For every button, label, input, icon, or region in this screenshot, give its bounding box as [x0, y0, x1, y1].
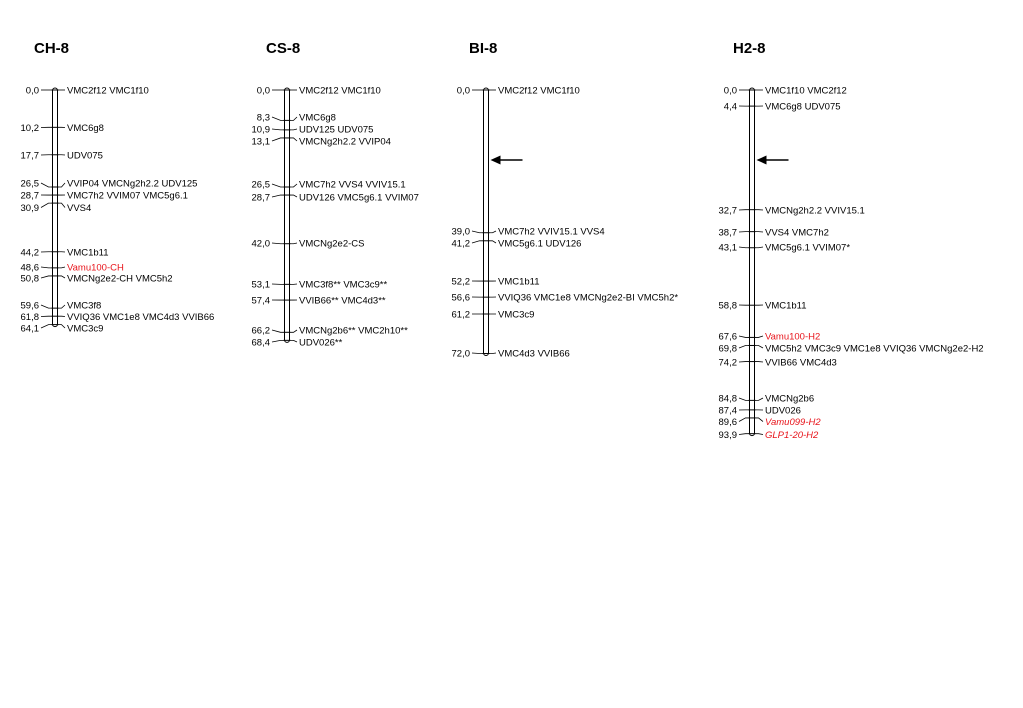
- locus-connector-left: [272, 243, 284, 244]
- locus-connector-left: [272, 340, 284, 342]
- locus-connector-left: [739, 336, 749, 337]
- locus-position: 87,4: [718, 405, 737, 417]
- locus-markers: VMC3f8** VMC3c9**: [299, 279, 388, 291]
- locus-position: 72,0: [451, 348, 470, 360]
- locus: [21, 123, 104, 134]
- locus: [26, 86, 149, 97]
- locus-markers: VMC7h2 VVS4 VVIV15.1: [299, 179, 406, 191]
- locus-position: 26,5: [20, 178, 39, 190]
- locus: [21, 312, 215, 323]
- linkage-map-bi-8: [452, 40, 679, 360]
- map-title: BI-8: [469, 40, 498, 57]
- left-arrow-icon: [757, 156, 789, 165]
- locus-markers: VMC5h2 VMC3c9 VMC1e8 VVIQ36 VMCNg2e2-H2: [765, 343, 984, 355]
- locus-markers: UDV075: [67, 150, 103, 162]
- locus-connector-left: [41, 305, 52, 308]
- locus-position: 42,0: [251, 238, 270, 250]
- locus: [252, 180, 406, 191]
- locus: [452, 277, 540, 288]
- locus-markers: VMCNg2e2-CS: [299, 238, 365, 250]
- locus: [724, 86, 847, 97]
- locus-markers: UDV126 VMC5g6.1 VVIM07: [299, 192, 419, 204]
- locus-markers: VMC6g8: [299, 112, 336, 124]
- locus: [457, 86, 580, 97]
- locus-connector-left: [272, 195, 284, 197]
- locus-position: 93,9: [718, 430, 737, 441]
- locus-position: 0,0: [723, 85, 737, 97]
- locus-markers: Vamu100-H2: [765, 331, 821, 343]
- locus: [252, 193, 419, 204]
- locus-connector-left: [739, 434, 749, 435]
- locus: [252, 326, 409, 337]
- locus-markers: UDV026**: [299, 337, 343, 349]
- locus-position: 43,1: [718, 242, 737, 254]
- locus-markers: VVS4 VMC7h2: [765, 227, 829, 239]
- locus-connector-right: [756, 247, 764, 248]
- locus: [21, 274, 173, 285]
- locus-markers: UDV125 UDV075: [299, 124, 374, 136]
- locus-markers: VMC5g6.1 UDV126: [498, 238, 582, 250]
- locus-position: 61,2: [451, 309, 470, 321]
- locus-connector-left: [472, 241, 483, 243]
- locus: [724, 102, 841, 113]
- locus-position: 52,2: [451, 276, 470, 288]
- locus-connector-right: [756, 398, 764, 400]
- map-title: CS-8: [266, 40, 301, 57]
- locus-connector-left: [272, 330, 284, 332]
- locus-position: 26,5: [251, 179, 270, 191]
- locus: [452, 239, 582, 250]
- locus-connector-left: [739, 418, 749, 422]
- locus-position: 58,8: [718, 300, 737, 312]
- locus: [252, 239, 365, 250]
- locus-connector-right: [291, 117, 298, 120]
- locus: [252, 338, 343, 349]
- locus-connector-left: [272, 117, 284, 120]
- locus-position: 67,6: [718, 331, 737, 343]
- map-title: CH-8: [34, 40, 70, 57]
- locus: [252, 137, 391, 148]
- linkage-map-ch-8: [21, 40, 215, 335]
- locus-position: 56,6: [451, 292, 470, 304]
- locus-markers: VMC6g8 UDV075: [765, 101, 841, 113]
- locus-connector-right: [291, 129, 298, 130]
- locus-connector-left: [41, 183, 52, 187]
- chromosome-bar: [285, 88, 290, 342]
- locus-connector-left: [41, 276, 52, 278]
- locus-connector-right: [756, 345, 764, 348]
- locus-position: 59,6: [20, 300, 39, 312]
- locus-connector-right: [291, 195, 298, 197]
- locus-position: 48,6: [20, 262, 39, 274]
- locus-markers: VMC1b11: [498, 276, 540, 288]
- locus-connector-right: [490, 231, 497, 233]
- locus-connector-right: [291, 340, 298, 342]
- locus-connector-right: [490, 353, 497, 354]
- locus: [719, 206, 865, 217]
- locus-position: 28,7: [251, 192, 270, 204]
- locus-position: 74,2: [718, 357, 737, 369]
- linkage-map-cs-8: [252, 40, 419, 349]
- locus: [452, 310, 535, 321]
- locus-markers: VMC6g8: [67, 123, 104, 134]
- locus-connector-left: [272, 129, 284, 130]
- locus: [719, 430, 820, 441]
- locus-connector-right: [59, 203, 66, 207]
- locus: [21, 179, 198, 190]
- locus-markers: VVIB66 VMC4d3: [765, 357, 837, 369]
- locus-position: 39,0: [451, 226, 470, 238]
- locus-connector-right: [291, 184, 298, 187]
- locus-markers: VMC1f10 VMC2f12: [765, 85, 847, 97]
- locus: [719, 406, 801, 417]
- locus-position: 38,7: [718, 227, 737, 239]
- locus: [719, 344, 984, 355]
- chromosome-bar: [484, 88, 489, 356]
- locus-position: 41,2: [451, 238, 470, 250]
- locus: [257, 86, 381, 97]
- locus-connector-right: [59, 267, 66, 268]
- locus: [252, 280, 388, 291]
- locus-connector-left: [41, 325, 52, 328]
- locus: [21, 151, 103, 162]
- locus-position: 28,7: [20, 190, 39, 202]
- locus-connector-right: [291, 330, 298, 332]
- locus-markers: VMCNg2e2-CH VMC5h2: [67, 273, 173, 285]
- locus-markers: VMCNg2b6** VMC2h10**: [299, 325, 408, 337]
- locus: [719, 301, 807, 312]
- locus: [252, 125, 374, 136]
- locus-markers: VMC5g6.1 VVIM07*: [765, 242, 851, 254]
- locus: [257, 113, 336, 124]
- locus-position: 89,6: [718, 417, 737, 428]
- locus-position: 84,8: [718, 393, 737, 405]
- locus-connector-left: [472, 353, 483, 354]
- locus-connector-right: [291, 243, 298, 244]
- locus-connector-right: [59, 325, 66, 328]
- locus-connector-left: [272, 184, 284, 187]
- locus-position: 53,1: [251, 279, 270, 291]
- locus-position: 44,2: [20, 247, 39, 259]
- locus-markers: VMCNg2b6: [765, 393, 815, 405]
- locus-markers: VMC7h2 VVIM07 VMC5g6.1: [67, 190, 188, 202]
- locus-markers: Vamu099-H2: [765, 417, 821, 428]
- locus: [21, 324, 104, 335]
- locus-markers: VMC3c9: [67, 323, 104, 335]
- locus-connector-right: [291, 138, 298, 141]
- locus-connector-left: [41, 267, 52, 268]
- locus-markers: Vamu100-CH: [67, 262, 124, 274]
- locus-markers: VMC3f8: [67, 300, 102, 312]
- locus-position: 4,4: [723, 101, 737, 113]
- locus-markers: VMC2f12 VMC1f10: [67, 85, 149, 97]
- locus-connector-right: [756, 434, 764, 435]
- left-arrow-icon: [491, 156, 523, 165]
- locus-connector-right: [59, 183, 66, 187]
- locus-connector-right: [756, 418, 764, 422]
- locus-connector-right: [59, 305, 66, 308]
- locus: [21, 301, 102, 312]
- locus-position: 61,8: [20, 312, 39, 323]
- locus-markers: VMCNg2h2.2 VVIV15.1: [765, 205, 865, 217]
- locus-position: 10,9: [251, 124, 270, 136]
- locus-position: 8,3: [256, 112, 270, 124]
- locus-connector-left: [739, 345, 749, 348]
- locus-position: 68,4: [251, 337, 270, 349]
- locus-position: 32,7: [718, 205, 737, 217]
- locus-position: 30,9: [20, 203, 39, 214]
- locus: [719, 394, 815, 405]
- locus-markers: VVIQ36 VMC1e8 VMCNg2e2-BI VMC5h2*: [498, 292, 679, 304]
- locus-markers: GLP1-20-H2: [765, 430, 819, 441]
- locus-markers: VVIQ36 VMC1e8 VMC4d3 VVIB66: [67, 312, 215, 323]
- locus-position: 10,2: [20, 123, 39, 134]
- locus-position: 66,2: [251, 325, 270, 337]
- linkage-map-h2-8: [719, 40, 984, 441]
- locus-connector-left: [272, 138, 284, 141]
- locus: [719, 358, 837, 369]
- locus-connector-left: [472, 231, 483, 233]
- locus-markers: VMC4d3 VVIB66: [498, 348, 570, 360]
- locus-markers: UDV026: [765, 405, 801, 417]
- locus-markers: VMC3c9: [498, 309, 535, 321]
- locus: [719, 243, 851, 254]
- locus-markers: VVIP04 VMCNg2h2.2 UDV125: [67, 178, 198, 190]
- locus-connector-left: [41, 203, 52, 207]
- locus-position: 0,0: [25, 85, 39, 97]
- locus: [452, 227, 605, 238]
- locus-connector-left: [739, 398, 749, 400]
- locus: [21, 191, 188, 202]
- locus: [252, 296, 386, 307]
- locus-markers: VMC2f12 VMC1f10: [498, 85, 580, 97]
- locus-connector-right: [59, 276, 66, 278]
- locus-position: 0,0: [256, 85, 270, 97]
- chromosome-bar: [53, 88, 58, 327]
- locus-markers: VMC1b11: [765, 300, 807, 312]
- locus-position: 50,8: [20, 273, 39, 285]
- locus-position: 17,7: [20, 150, 39, 162]
- locus-markers: VMC2f12 VMC1f10: [299, 85, 381, 97]
- locus: [719, 332, 821, 343]
- locus-markers: VVIB66** VMC4d3**: [299, 295, 386, 307]
- locus: [719, 417, 822, 428]
- locus: [719, 228, 829, 239]
- locus-markers: VVS4: [67, 203, 92, 214]
- chromosome-bar: [750, 88, 755, 436]
- locus-connector-right: [490, 241, 497, 243]
- locus-markers: VMC1b11: [67, 247, 109, 259]
- locus-position: 13,1: [251, 136, 270, 148]
- map-title: H2-8: [733, 40, 766, 57]
- locus: [21, 263, 124, 274]
- locus: [452, 349, 570, 360]
- locus-markers: VMC7h2 VVIV15.1 VVS4: [498, 226, 605, 238]
- locus-markers: VMCNg2h2.2 VVIP04: [299, 136, 391, 148]
- locus-position: 64,1: [20, 323, 39, 335]
- locus-connector-right: [756, 336, 764, 337]
- locus-position: 69,8: [718, 343, 737, 355]
- locus-connector-left: [739, 247, 749, 248]
- locus: [21, 248, 109, 259]
- locus-position: 57,4: [251, 295, 270, 307]
- locus-position: 0,0: [456, 85, 470, 97]
